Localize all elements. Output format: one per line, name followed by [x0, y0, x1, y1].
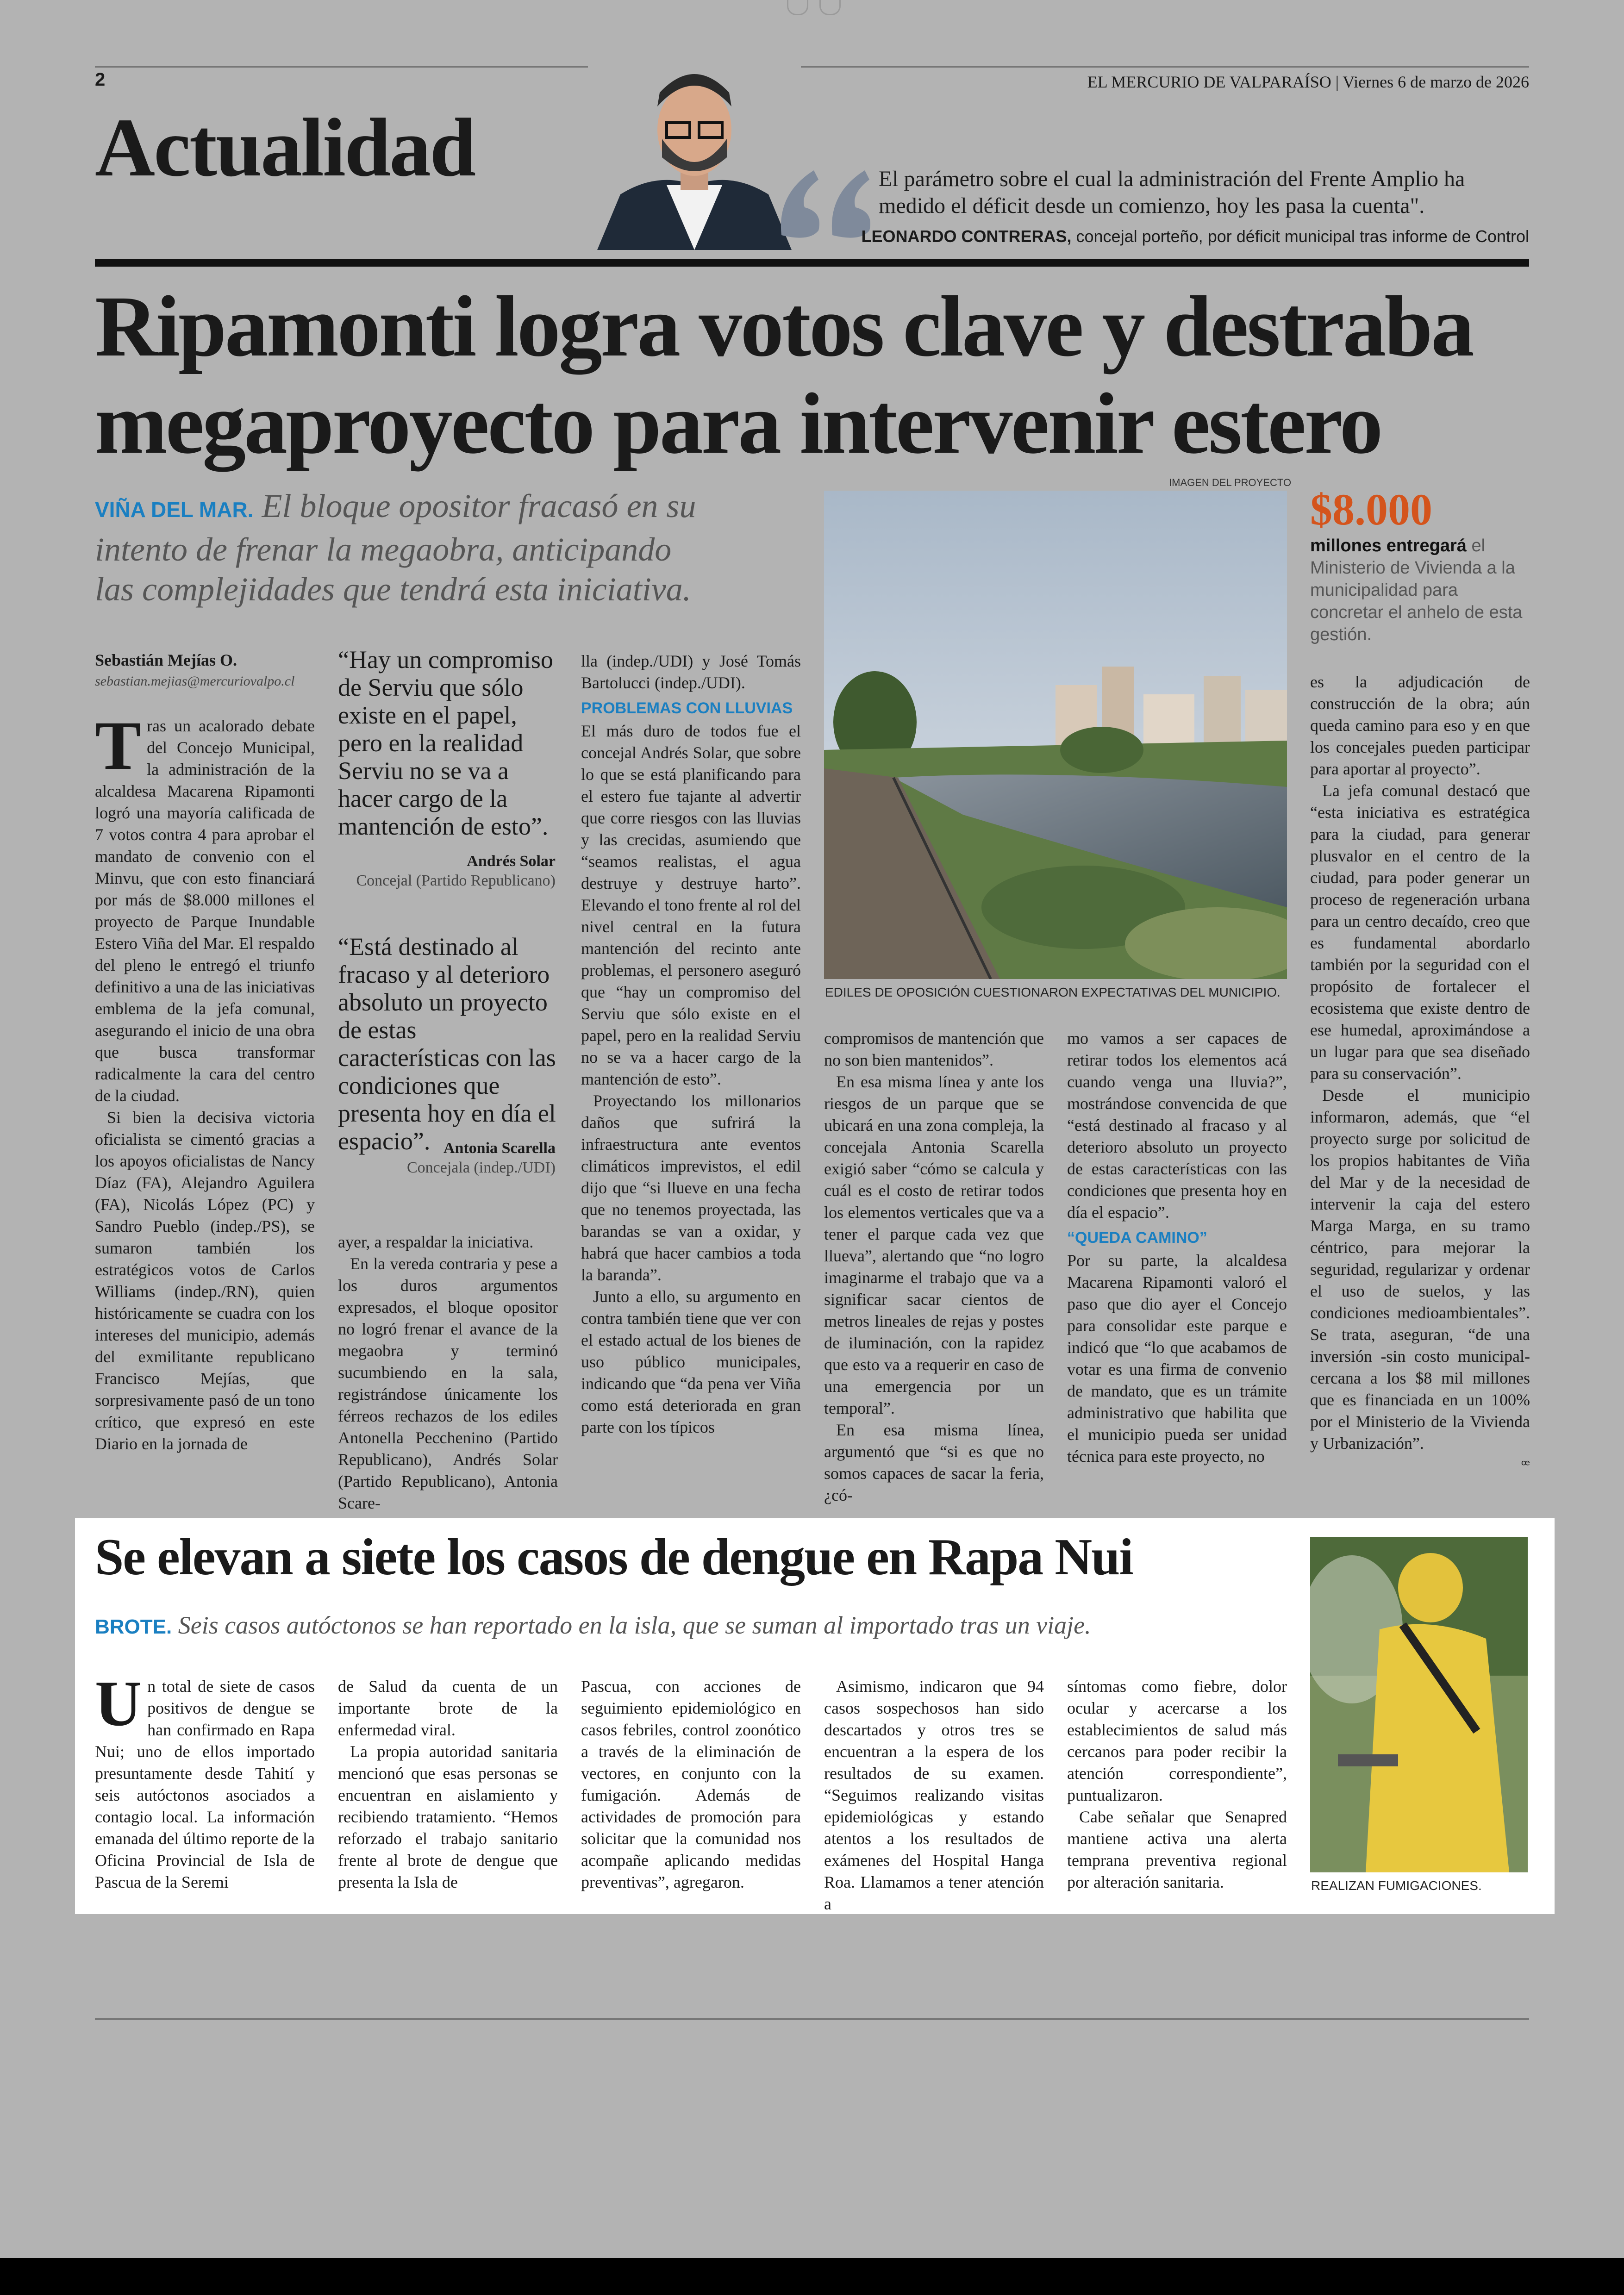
paragraph: Desde el municipio informaron, además, que “el proyecto surge por solicitud de los propios habitantes de Viña del Mar y de la necesidad de intervenir la caja del estero Marga Marga, en su tramo céntrico, para mejorar la seguridad, regularizar y ordenar el uso de suelos, y las condiciones medioambientales”. Se trata, aseguran, “de una inversión -sin costo municipal- cercana a los $8 mil millones que es financiada en un 100% por el Ministerio de la Vivienda y Urbanización”.	[1310, 1086, 1530, 1453]
byline-email[interactable]: sebastian.mejias@mercuriovalpo.cl	[95, 674, 295, 689]
project-image	[824, 491, 1287, 979]
page-number: 2	[95, 69, 106, 90]
pull-quote-2-attribution	[338, 1139, 556, 1178]
paragraph: compromisos de mantención que no son bien mantenidos”.	[824, 1029, 1044, 1069]
viewer-bottom-bar	[0, 2258, 1624, 2295]
columnist-portrait	[588, 46, 801, 250]
paragraph: es la adjudicación de construcción de la obra; aún queda camino para eso y en que los concejales pueden participar para aportar al proyecto”.	[1310, 673, 1530, 778]
stat-value: $8.000	[1310, 485, 1432, 534]
paragraph: Pascua, con acciones de seguimiento epidemiológico en casos febriles, control zoonótico a través de la eliminación de vectores, en conjunto con la fumigación. Además de actividades de promoción para solicitar que la comunidad nos acompañe aplicando medidas preventivas”, agregaron.	[581, 1677, 801, 1891]
paragraph: En esa misma línea y ante los riesgos de un parque que se ubicará en una zona compleja, la concejala Antonia Scarella exigió saber “cómo se calcula y cuál es el costo de retirar todos los elementos verticales que va a tener el parque cada vez que llueva”, alertando que “no logro imaginarme el trabajo que va a significar sacar cientos de metros lineales de rejas y postes de iluminación, con la rapidez que esto va a requerir en caso de una emergencia por un temporal”.	[824, 1073, 1044, 1417]
header-quote-author: LEONARDO CONTRERAS,	[861, 227, 1072, 246]
dengue-col-3	[581, 1676, 801, 1907]
main-headline-line1: Ripamonti logra votos clave y destraba	[95, 278, 1473, 374]
prev-page-icon[interactable]	[787, 0, 808, 15]
paragraph: ras un acalorado debate del Concejo Municipal, la administración de la alcaldesa Macarena Ripamonti logró una mayoría calificada de 7 votos contra 4 para aprobar el mandato de convenio con el Minvu, que con esto financiará por más de $8.000 millones el proyecto de Parque Inundable Estero Viña del Mar. El respaldo del pleno le entregó el triunfo definitivo a una de las iniciativas emblema de la jefa comunal, asegurando el inicio de una obra que busca transformar radicalmente la cara del centro de la ciudad.	[95, 717, 315, 1105]
end-mark-icon: ꟹ	[1521, 1458, 1530, 1473]
paragraph: La jefa comunal destacó que “esta iniciativa es estratégica para la ciudad, para generar plusvalor en el centro de la ciudad, para poder generar un proceso de regeneración urbana para un centro decaído, creo que es fundamental abordarlo también por la seguridad con el propósito de fortalecer el ecosistema que existe dentro de ese humedal, aproximándose a un lugar para que sea diseñado para su conservación”.	[1310, 781, 1530, 1083]
dengue-col-4	[824, 1676, 1044, 1913]
bottom-rule	[95, 2018, 1529, 2020]
pull-quote-1: “Hay un compromiso de Serviu que sólo existe en el papel, pero en la realidad Serviu no se va a hacer cargo de la mantención de esto”.	[338, 646, 553, 840]
paragraph: La propia autoridad sanitaria mencionó que esas personas se encuentran en aislamiento y recibiendo tratamiento. “Hemos reforzado el trabajo sanitario frente al brote de dengue que presenta la Isla de	[338, 1742, 558, 1891]
header-quote-author-desc: concejal porteño, por déficit municipal tras informe de Control	[1071, 227, 1529, 246]
paragraph: ayer, a respaldar la iniciativa.	[338, 1233, 534, 1251]
main-kicker: VIÑA DEL MAR.	[95, 498, 254, 522]
next-page-icon[interactable]	[819, 0, 841, 15]
masthead: EL MERCURIO DE VALPARAÍSO | Viernes 6 de marzo de 2026	[1087, 73, 1529, 91]
paragraph: Si bien la decisiva victoria oficialista se cimentó gracias a los apoyos oficialistas de Nancy Díaz (FA), Alejandro Aguilera (FA), Nicolás López (PC) y Sandro Pueblo (indep./PS), se sumaron también los estratégicos votos de Carlos Williams (indep./RN), quien históricamente se cuadra con los intereses del municipio, además del exmilitante republicano Francisco Mejías, que sorpresivamente pasó de un tono crítico, que expresó en este Diario en la jornada de	[95, 1108, 315, 1453]
stat-bold: millones entregará	[1310, 536, 1467, 555]
dengue-col-5	[1067, 1676, 1287, 1907]
paragraph: Asimismo, indicaron que 94 casos sospechosos han sido descartados y otros tres se encuentran a la espera de los resultados de su examen. “Seguimos realizando visitas epidemiológicas y estando atentos a los resultados de exámenes del Hospital Hanga Roa. Llamamos a tener atención a	[824, 1677, 1044, 1913]
dropcap: T	[95, 707, 142, 784]
pull-quote-2: “Está destinado al fracaso y al deterioro absoluto un proyecto de estas características con las condiciones que presenta hoy en día el espacio”.	[338, 933, 556, 1155]
pull-quote-1-name: Andrés Solar	[467, 853, 556, 870]
paragraph: lla (indep./UDI) y José Tomás Bartolucci (indep./UDI).	[581, 652, 801, 692]
image-caption: EDILES DE OPOSICIÓN CUESTIONARON EXPECTATIVAS DEL MUNICIPIO.	[825, 985, 1280, 999]
main-col-5	[1067, 1028, 1287, 1497]
paragraph: Por su parte, la alcaldesa Macarena Ripamonti valoró el paso que dio ayer el Concejo para consolidar este parque e indicó que “lo que acabamos de votar es una firma de convenio de mandato, que es un trámite administrativo que habilita que el municipio pueda ser unidad técnica para este proyecto, no	[1067, 1251, 1287, 1466]
paragraph: síntomas como fiebre, dolor ocular y acercarse a los establecimientos de salud más cercanos para poder recibir la atención correspondiente”, puntualizaron.	[1067, 1677, 1287, 1804]
main-col-4	[824, 1028, 1044, 1504]
main-headline	[95, 278, 1473, 472]
image-credit: IMAGEN DEL PROYECTO	[1169, 477, 1292, 488]
paragraph: El más duro de todos fue el concejal Andrés Solar, que sobre lo que se está planificando para el estero fue tajante al advertir que corre riesgos con las lluvias y las crecidas, asumiendo que “seamos realistas, el agua destruye y destruye harto”. Elevando el tono frente al rol del nivel central en la futura mantención del recinto ante problemas, el personero aseguró que “hay un compromiso del Serviu que sólo existe en el papel, pero en la realidad Serviu no se va a hacer cargo de la mantención de esto”.	[581, 722, 801, 1088]
pull-quote-2-role: Concejala (indep./UDI)	[407, 1159, 556, 1176]
section-title: Actualidad	[95, 101, 475, 193]
main-col-1	[95, 707, 315, 1497]
subheading-queda-camino: “QUEDA CAMINO”	[1067, 1229, 1207, 1247]
section-rule	[95, 259, 1529, 267]
main-deck-line1: El bloque opositor fracasó en su	[262, 487, 696, 524]
header-quote-text: El parámetro sobre el cual la administración del Frente Amplio ha medido el déficit desde un comienzo, hoy les pasa la cuenta".	[879, 167, 1465, 218]
main-deck	[95, 486, 789, 609]
fumigation-image	[1310, 1537, 1528, 1872]
main-headline-line2: megaproyecto para intervenir estero	[95, 375, 1381, 472]
top-rule	[95, 66, 1529, 68]
stat-text	[1310, 535, 1530, 646]
stat-description: el Ministerio de Vivienda a la municipalidad para concretar el anhelo de esta gestión.	[1310, 536, 1523, 644]
subheading-lluvias: PROBLEMAS CON LLUVIAS	[581, 699, 793, 717]
dropcap: U	[95, 1668, 142, 1740]
header-quote-attribution	[861, 227, 1529, 246]
dengue-deck-text: Seis casos autóctonos se han reportado en la isla, que se suman al importado tras un viaje.	[178, 1611, 1091, 1639]
dengue-col-2	[338, 1676, 558, 1907]
paragraph: Proyectando los millonarios daños que sufrirá la infraestructura ante eventos climáticos imprevistos, el edil dijo que “si llueve en una fecha que no tenemos proyectada, las barandas se van a oxidar, y habrá que hacer cambios a toda la baranda”.	[581, 1091, 801, 1284]
paragraph: Cabe señalar que Senapred mantiene activa una alerta temprana preventiva regional por alteración sanitaria.	[1067, 1808, 1287, 1891]
main-col-2	[338, 1231, 558, 1512]
pull-quote-2-name: Antonia Scarella	[443, 1140, 556, 1157]
paragraph: En esa misma línea, argumentó que “si es que no somos capaces de sacar la feria, ¿có-	[824, 1421, 1044, 1504]
paragraph: de Salud da cuenta de un importante brote de la enfermedad viral.	[338, 1677, 558, 1739]
dengue-col-1	[95, 1668, 315, 1907]
main-col-6	[1310, 671, 1530, 1497]
fumigation-caption: REALIZAN FUMIGACIONES.	[1311, 1878, 1482, 1893]
pull-quote-1-attribution	[338, 852, 556, 891]
main-deck-line2: intento de frenar la megaobra, anticipando	[95, 531, 672, 568]
dengue-deck	[95, 1611, 1091, 1640]
dengue-headline: Se elevan a siete los casos de dengue en Rapa Nui	[95, 1528, 1133, 1586]
pull-quote-1-role: Concejal (Partido Republicano)	[356, 872, 556, 889]
paragraph: mo vamos a ser capaces de retirar todos los elementos acá cuando venga una lluvia?”, mostrándose convencida de que “está destinado al fracaso y al deterioro absoluto un proyecto de estas características con las condiciones que presenta hoy en día el espacio”.	[1067, 1029, 1287, 1222]
main-deck-line3: las complejidades que tendrá esta iniciativa.	[95, 571, 691, 608]
main-col-3	[581, 650, 801, 1497]
paragraph: n total de siete de casos positivos de dengue se han confirmado en Rapa Nui; uno de ellos importado presuntamente desde Tahití y seis autóctonos asociados a contagio local. La información emanada del último reporte de la Oficina Provincial de Isla de Pascua de la Seremi	[95, 1677, 315, 1891]
dengue-kicker: BROTE.	[95, 1615, 172, 1638]
paragraph: Junto a ello, su argumento en contra también tiene que ver con el estado actual de los bienes de uso público municipales, indicando que “da pena ver Viña como está deteriorada en gran parte con los típicos	[581, 1287, 801, 1436]
byline: Sebastián Mejías O.	[95, 651, 237, 669]
paragraph: En la vereda contraria y pese a los duros argumentos expresados, el bloque opositor no logró frenar el avance de la megaobra y terminó sucumbiendo en la sala, registrándose únicamente los férreos rechazos de los ediles Antonella Pecchenino (Partido Republicano), Andrés Solar (Partido Republicano), Antonia Scare-	[338, 1254, 558, 1512]
